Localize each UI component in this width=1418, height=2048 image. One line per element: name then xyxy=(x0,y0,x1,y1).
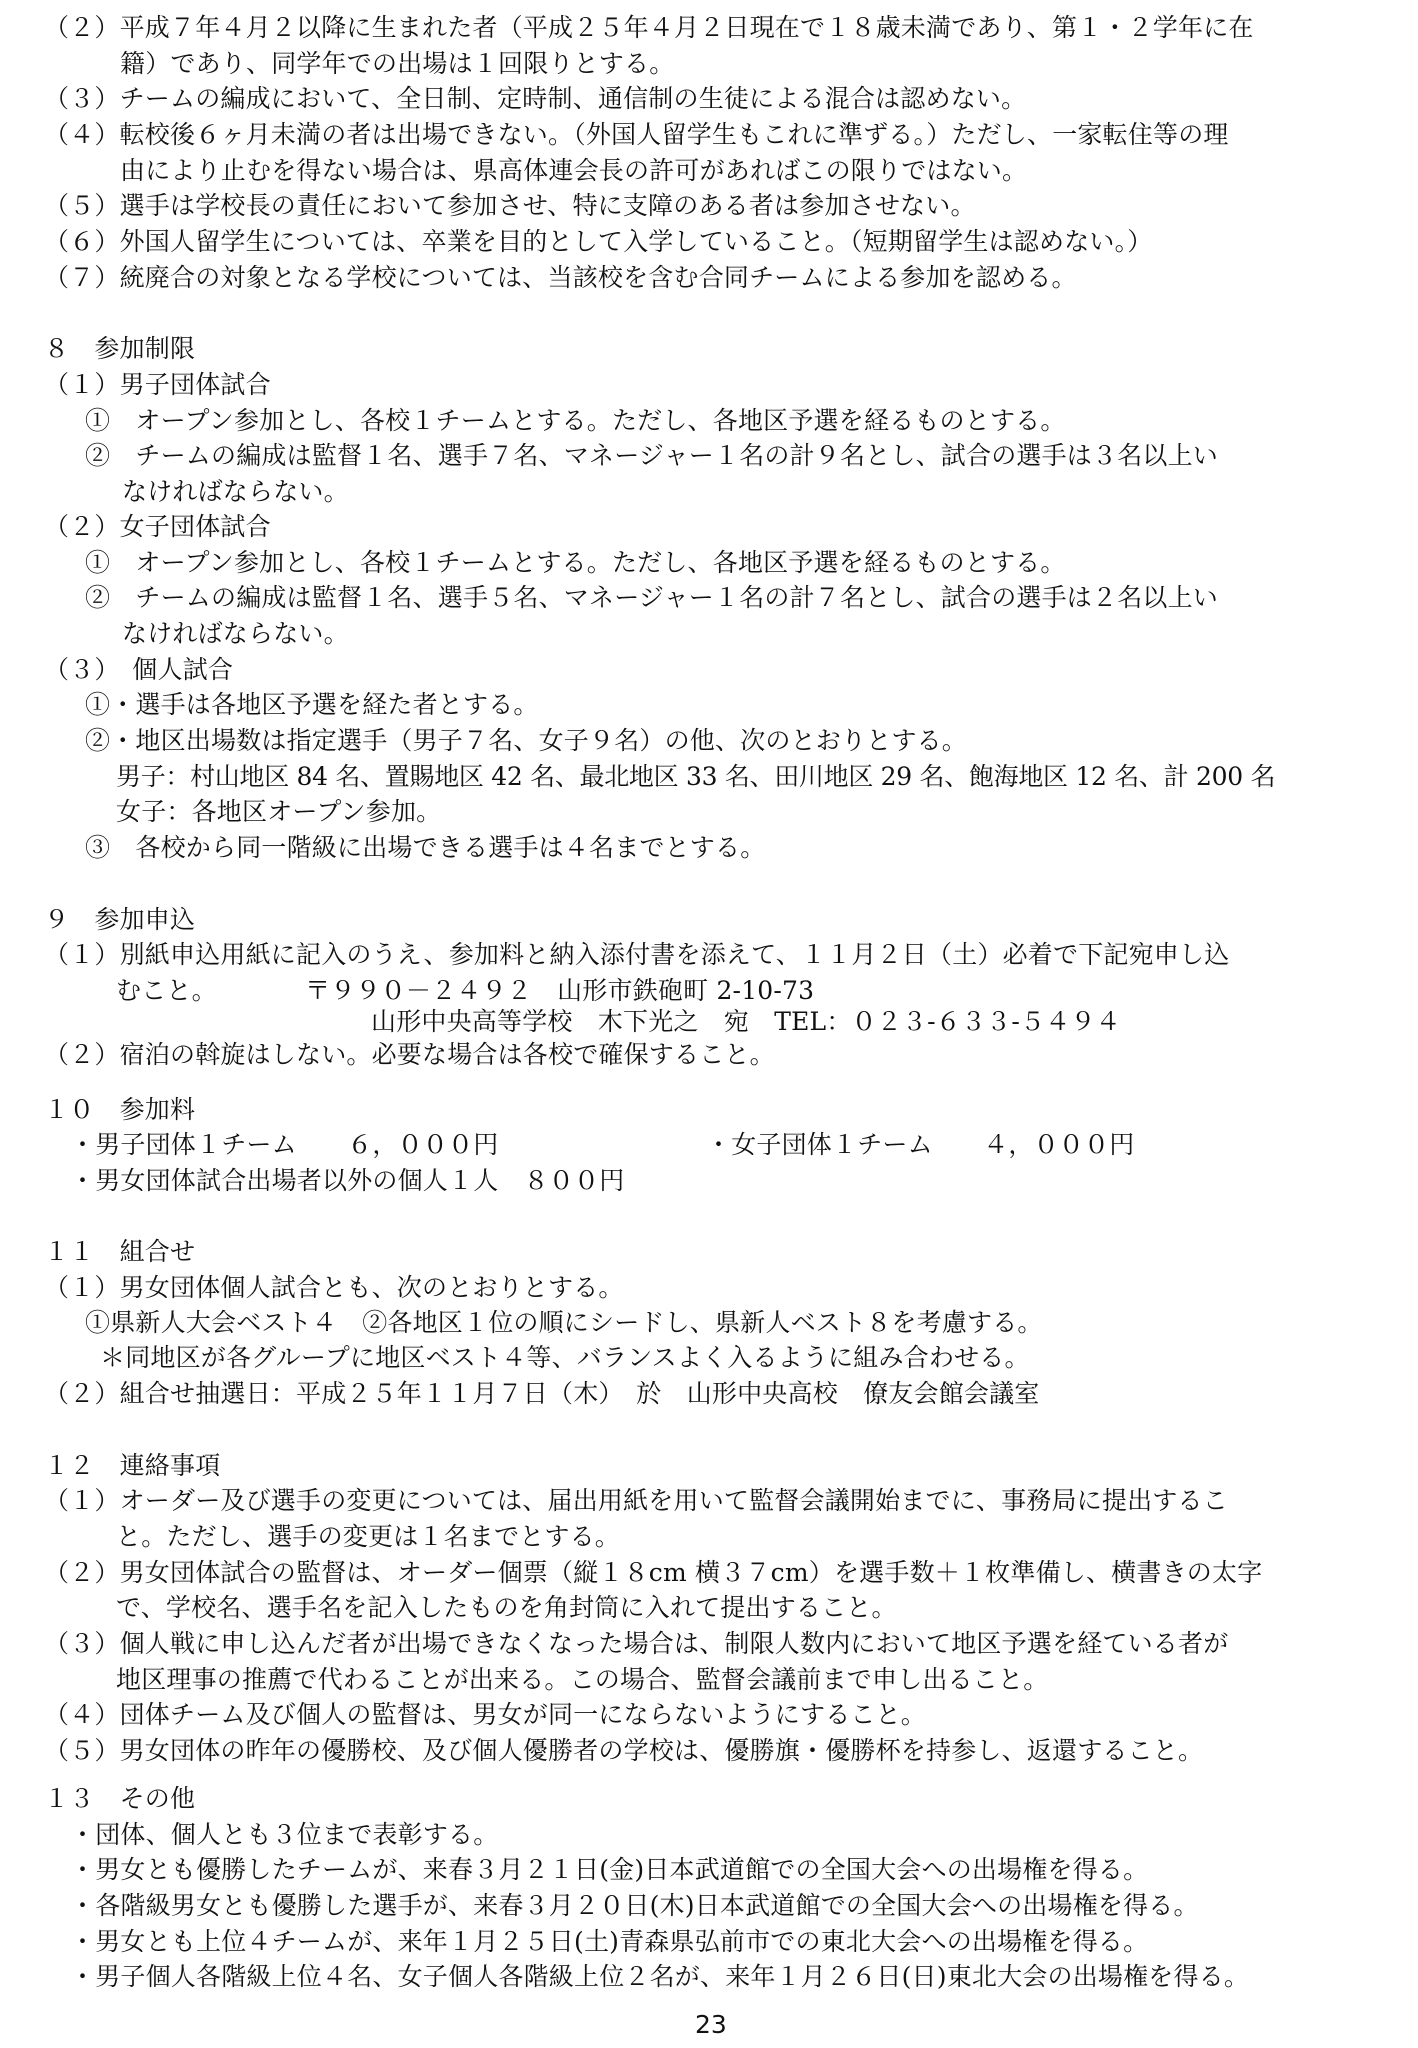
text-line: （１）オーダー及び選手の変更については、届出用紙を用いて監督会議開始までに、事務局に提出するこ xyxy=(44,1486,1228,1516)
text-line: ・団体、個人とも３位まで表彰する。 xyxy=(70,1819,499,1849)
text-line: （２）組合せ抽選日：平成２５年１１月７日（木） 於 山形中央高校 僚友会館会議室 xyxy=(44,1379,1040,1409)
text-line: と。ただし、選手の変更は１名までとする。 xyxy=(116,1522,621,1551)
text-line: ・男女とも優勝したチームが、来春３月２１日(金)日本武道館での全国大会への出場権を得る。 xyxy=(70,1854,1149,1884)
text-line: ・各階級男女とも優勝した選手が、来春３月２０日(木)日本武道館での全国大会への出場権を得る。 xyxy=(70,1890,1199,1920)
text-line: ①県新人大会ベスト４ ②各地区１位の順にシードし、県新人ベスト８を考慮する。 xyxy=(85,1308,1043,1338)
text-line: （４）転校後６ヶ月未満の者は出場できない。（外国人留学生もこれに準ずる。）ただし、一家転住等の理 xyxy=(44,120,1229,150)
text-line: （１）男女団体個人試合とも、次のとおりとする。 xyxy=(44,1272,624,1302)
text-line: （３） 個人試合 xyxy=(44,655,234,685)
text-line: ① オープン参加とし、各校１チームとする。ただし、各地区予選を経るものとする。 xyxy=(85,405,1066,435)
text-line: （５）選手は学校長の責任において参加させ、特に支障のある者は参加させない。 xyxy=(44,191,976,220)
text-line: ①・選手は各地区予選を経た者とする。 xyxy=(85,690,539,720)
text-line: 山形中央高等学校 木下光之 宛 TEL：０２３-６３３-５４９４ xyxy=(371,1006,1121,1036)
text-line: ③ 各校から同一階級に出場できる選手は４名までとする。 xyxy=(85,832,766,862)
section-heading: １１ 組合せ xyxy=(44,1236,196,1266)
section-heading: １３ その他 xyxy=(44,1783,196,1813)
section-heading: ８ 参加制限 xyxy=(44,333,196,363)
text-line: （２）平成７年４月２以降に生まれた者（平成２５年４月２日現在で１８歳未満であり、第１・２学年に在 xyxy=(44,13,1254,43)
text-line: ① オープン参加とし、各校１チームとする。ただし、各地区予選を経るものとする。 xyxy=(85,548,1066,578)
text-line: むこと。 〒９９０－２４９２ 山形市鉄砲町 2-10-73 xyxy=(116,975,815,1005)
text-line: 地区理事の推薦で代わることが出来る。この場合、監督会議前まで申し出ること。 xyxy=(116,1664,1049,1694)
section-heading: ９ 参加申込 xyxy=(44,904,196,934)
text-line: 女子：各地区オープン参加。 xyxy=(116,796,442,826)
text-line: （５）男女団体の昨年の優勝校、及び個人優勝者の学校は、優勝旗・優勝杯を持参し、返還すること。 xyxy=(44,1735,1204,1765)
text-line: （２）宿泊の斡旋はしない。必要な場合は各校で確保すること。 xyxy=(44,1039,775,1069)
text-line: （２）女子団体試合 xyxy=(44,512,271,542)
text-line: （６）外国人留学生については、卒業を目的として入学していること。（短期留学生は認めない。） xyxy=(44,226,1153,256)
text-line: ＊同地区が各グループに地区ベスト４等、バランスよく入るように組み合わせる。 xyxy=(100,1343,1030,1373)
text-line: ②・地区出場数は指定選手（男子７名、女子９名）の他、次のとおりとする。 xyxy=(85,726,968,755)
text-line: （１）別紙申込用紙に記入のうえ、参加料と納入添付書を添えて、１１月２日（土）必着で下記宛申し込 xyxy=(44,939,1230,969)
section-heading: １０ 参加料 xyxy=(44,1094,196,1124)
text-line: 男子：村山地区 84 名、置賜地区 42 名、最北地区 33 名、田川地区 29 名、飽海地区 12 名、計 200 名 xyxy=(116,762,1276,791)
text-line: 籍）であり、同学年での出場は１回限りとする。 xyxy=(120,49,675,79)
page-number: 23 xyxy=(695,2010,727,2039)
text-line: ② チームの編成は監督１名、選手７名、マネージャー１名の計９名とし、試合の選手は３名以上い xyxy=(85,440,1219,470)
text-line: ・男子団体１チーム ６，０００円 xyxy=(70,1129,499,1159)
text-line: ・女子団体１チーム ４，０００円 xyxy=(706,1129,1135,1159)
text-line: （４）団体チーム及び個人の監督は、男女が同一にならないようにすること。 xyxy=(44,1699,927,1729)
text-line: ・男女団体試合出場者以外の個人１人 ８００円 xyxy=(70,1165,625,1195)
text-line: ・男女とも上位４チームが、来年１月２５日(土)青森県弘前市での東北大会への出場権を得る。 xyxy=(70,1926,1149,1956)
text-line: （１）男子団体試合 xyxy=(44,369,271,399)
text-line: 由により止むを得ない場合は、県高体連会長の許可があればこの限りではない。 xyxy=(120,156,1028,185)
text-line: （３）個人戦に申し込んだ者が出場できなくなった場合は、制限人数内において地区予選を経ている者が xyxy=(44,1628,1229,1658)
text-line: なければならない。 xyxy=(122,476,349,506)
text-line: （３）チームの編成において、全日制、定時制、通信制の生徒による混合は認めない。 xyxy=(44,84,1027,114)
text-line: （７）統廃合の対象となる学校については、当該校を含む合同チームによる参加を認める。 xyxy=(44,262,1077,292)
text-line: で、学校名、選手名を記入したものを角封筒に入れて提出すること。 xyxy=(116,1592,897,1622)
text-line: ・男子個人各階級上位４名、女子個人各階級上位２名が、来年１月２６日(日)東北大会の出場権を得る。 xyxy=(70,1961,1250,1991)
section-heading: １２ 連絡事項 xyxy=(44,1451,221,1481)
text-line: ② チームの編成は監督１名、選手５名、マネージャー１名の計７名とし、試合の選手は２名以上い xyxy=(85,583,1219,613)
text-line: （２）男女団体試合の監督は、オーダー個票（縦１８cm 横３７cm）を選手数＋１枚準備し、横書きの太字 xyxy=(44,1558,1263,1587)
text-line: なければならない。 xyxy=(122,619,349,649)
